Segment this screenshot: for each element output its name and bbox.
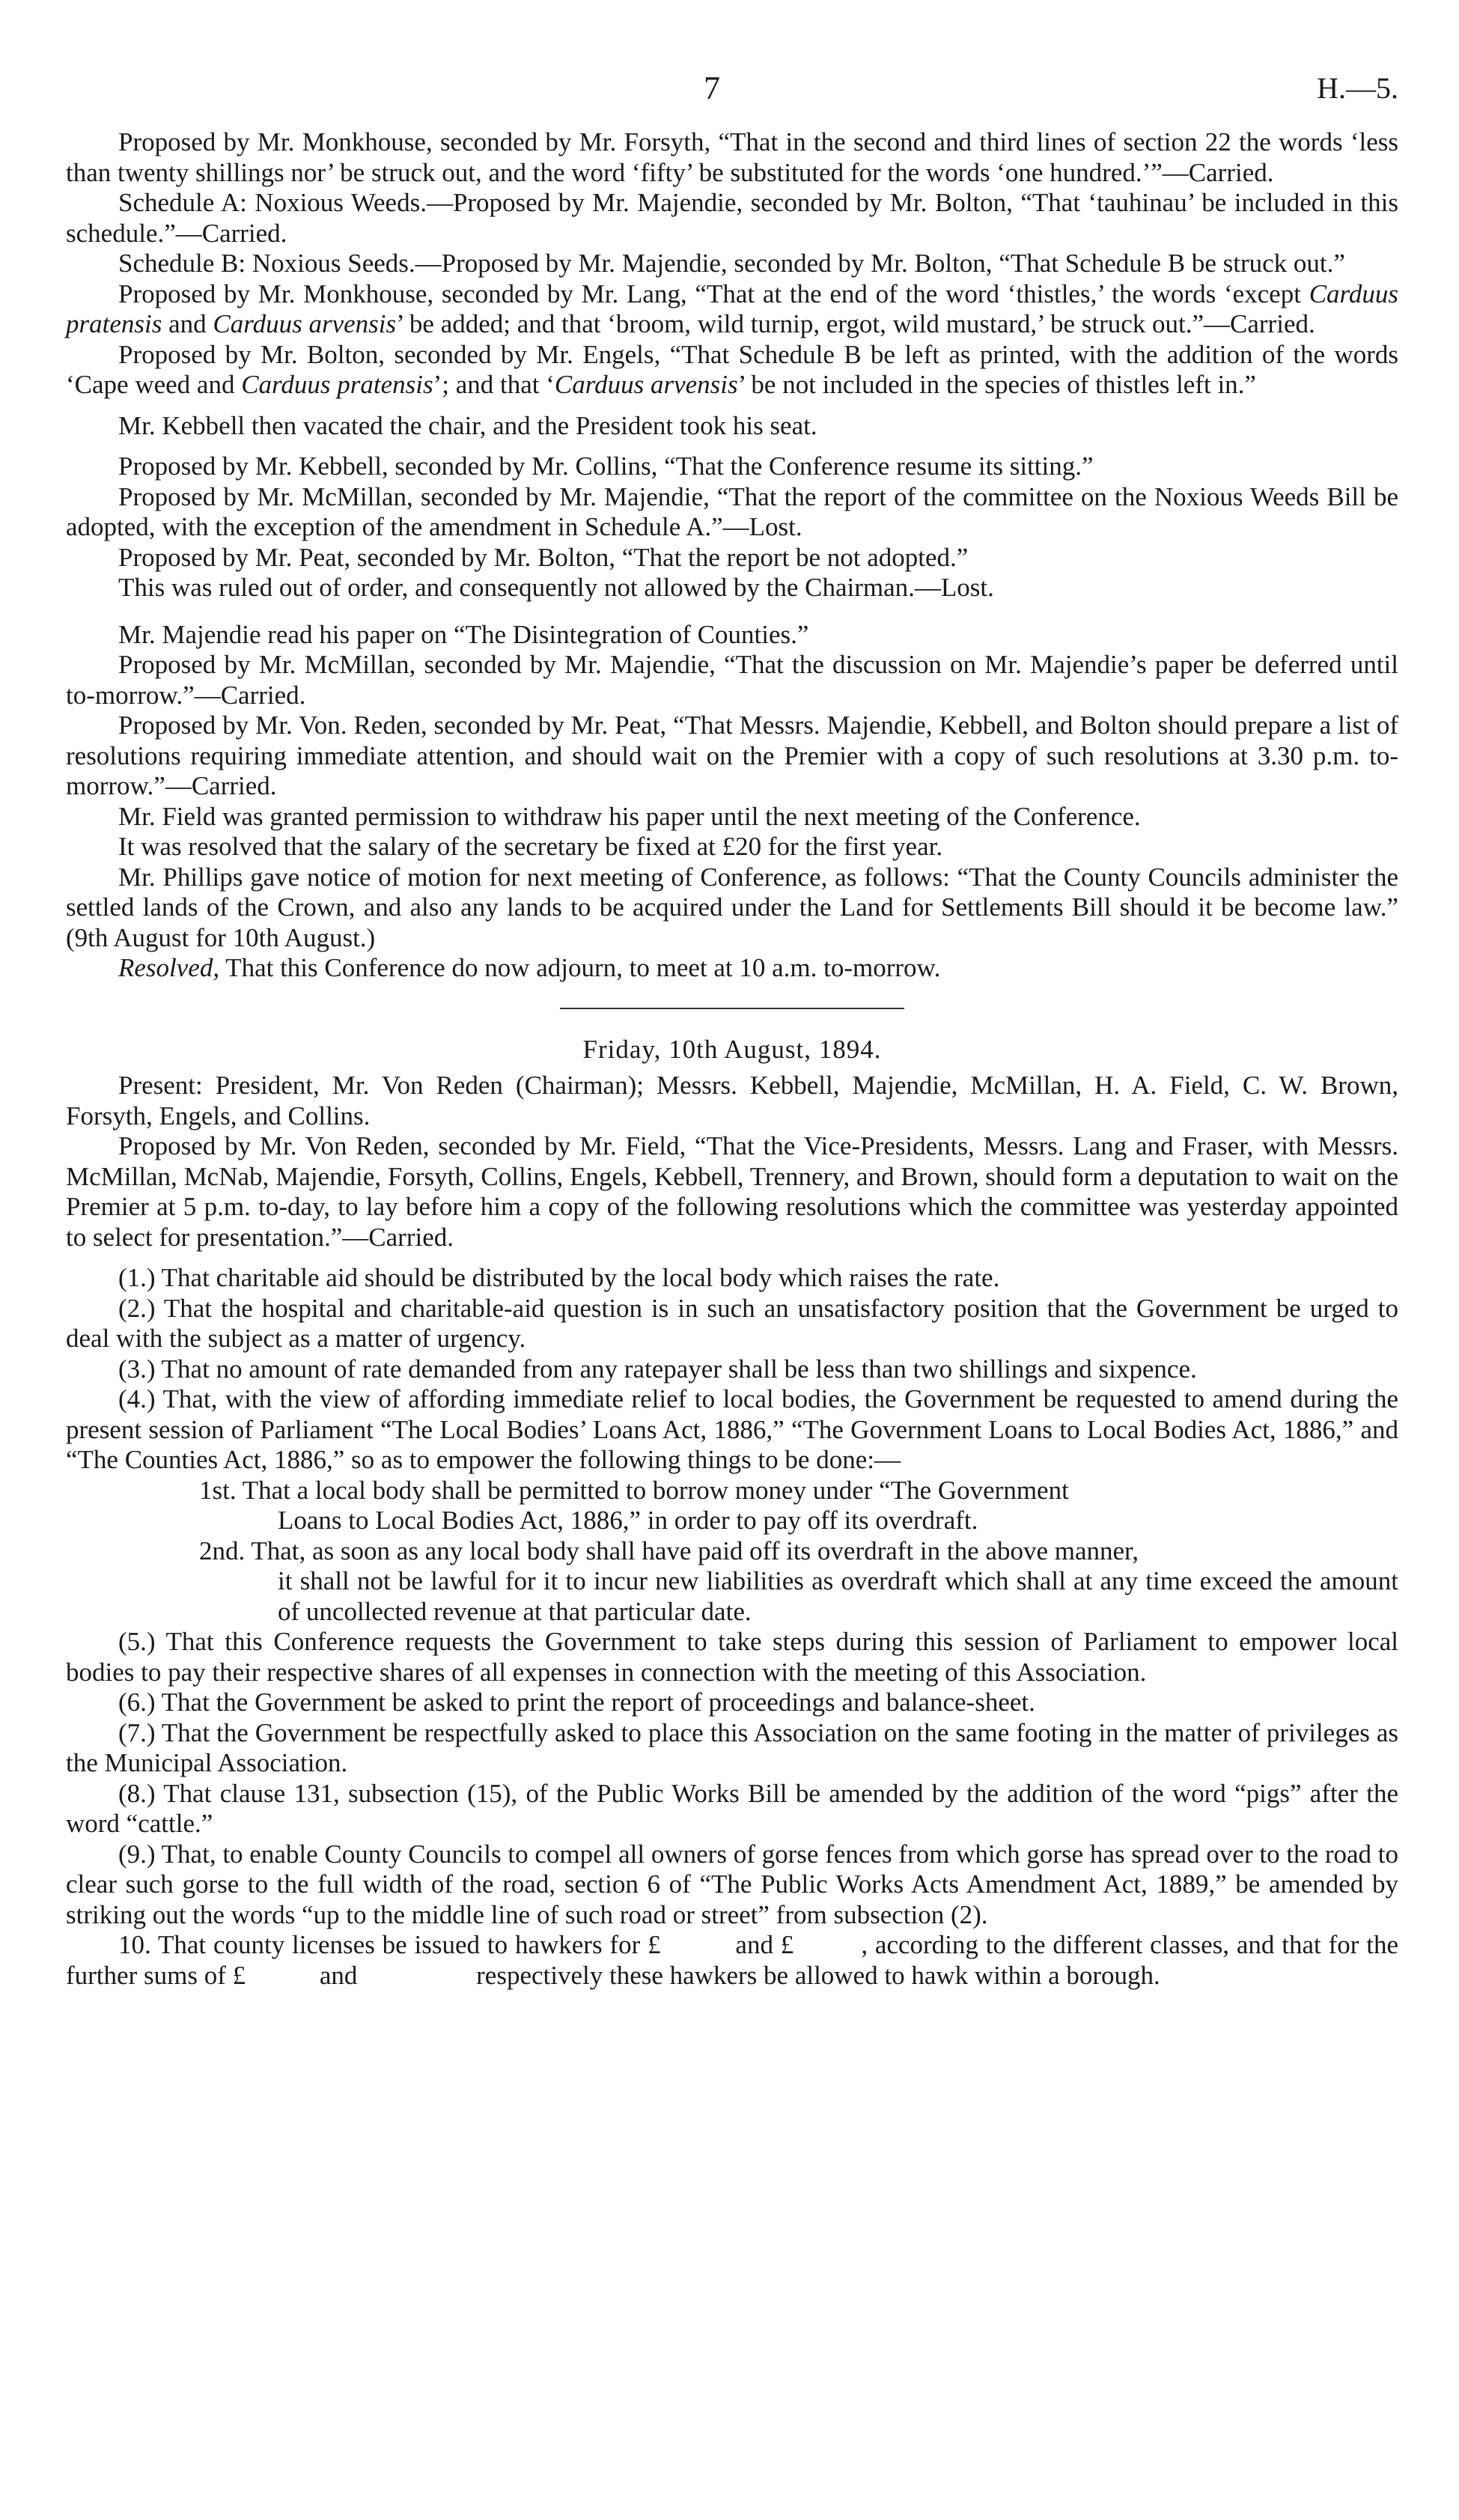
paragraph: Schedule A: Noxious Weeds.—Proposed by Mr. Majendie, seconded by Mr. Bolton, “That ‘tauhinau’ be included in this schedule.”—Carried. — [66, 188, 1398, 248]
sub-item: 2nd. That, as soon as any local body shall have paid off its overdraft in the above manner, it shall not be lawful for it to incur new liabilities as overdraft which shall at any time exceed the amount of uncollected revenue at that particular date. — [199, 1536, 1398, 1626]
paragraph: Mr. Field was granted permission to withdraw his paper until the next meeting of the Conference. — [118, 801, 1141, 831]
document-page — [66, 70, 1399, 1991]
resolution-item: (5.) That this Conference requests the Government to take steps during this session of Parliament to empower local bodies to pay their respective shares of all expenses in connection with the meeting of this Association. — [66, 1627, 1398, 1687]
paragraph: Present: President, Mr. Von Reden (Chairman); Messrs. Kebbell, Majendie, McMillan, H. A. Field, C. W. Brown, Forsyth, Engels, and Collins. — [66, 1071, 1398, 1130]
paragraph: Resolved, That this Conference do now adjourn, to meet at 10 a.m. to-morrow. — [118, 953, 941, 982]
paragraph: Schedule B: Noxious Seeds.—Proposed by Mr. Majendie, seconded by Mr. Bolton, “That Schedule B be struck out.” — [118, 249, 1345, 278]
paragraph: Proposed by Mr. Kebbell, seconded by Mr. Collins, “That the Conference resume its sitting.” — [118, 451, 1094, 481]
section-divider — [560, 1008, 904, 1009]
resolution-item: (9.) That, to enable County Councils to compel all owners of gorse fences from which gorse has spread over to the road to clear such gorse to the full width of the road, section 6 of “The Public Works Acts Amendment Act, 1889,” be amended by striking out the words “up to the middle line of such road or street” from subsection (2). — [66, 1839, 1399, 1929]
resolution-item: (1.) That charitable aid should be distributed by the local body which raises the rate. — [118, 1263, 1000, 1292]
paragraph: Proposed by Mr. Monkhouse, seconded by Mr. Lang, “That at the end of the word ‘thistles,’ the words ‘except Carduus pratensis and Carduus arvensis’ be added; and that ‘broom, wild turnip, ergot, wild mustard,’ be struck out.”—Carried. — [66, 279, 1398, 338]
paragraph: Proposed by Mr. Peat, seconded by Mr. Bolton, “That the report be not adopted.” — [118, 542, 969, 572]
paragraph: This was ruled out of order, and consequently not allowed by the Chairman.—Lost. — [118, 573, 994, 602]
paragraph: Proposed by Mr. McMillan, seconded by Mr. Majendie, “That the report of the committee on the Noxious Weeds Bill be adopted, with the exception of the amendment in Schedule A.”—Lost. — [66, 481, 1398, 541]
resolution-item: 10. That county licenses be issued to hawkers for £ and £ , according to the different classes, and that for the further sums of £ and respectively these hawkers be allowed to hawk within a borough. — [66, 1930, 1398, 1990]
page-number: 7 — [704, 70, 720, 106]
resolution-item: (3.) That no amount of rate demanded from any ratepayer shall be less than two shillings and sixpence. — [118, 1354, 1197, 1384]
resolution-item: (6.) That the Government be asked to print the report of proceedings and balance-sheet. — [118, 1687, 1035, 1717]
date-heading: Friday, 10th August, 1894. — [582, 1034, 882, 1064]
paragraph: Mr. Phillips gave notice of motion for next meeting of Conference, as follows: “That the County Councils administer the settled lands of the Crown, and also any lands to be acquired under the Land for Settlements Bill should it be become law.” (9th August for 10th August.) — [66, 862, 1398, 952]
resolution-item: (7.) That the Government be respectfully asked to place this Association on the same footing in the matter of privileges as the Municipal Association. — [66, 1717, 1398, 1777]
paragraph: It was resolved that the salary of the secretary be fixed at £20 for the first year. — [118, 832, 943, 861]
paragraph: Mr. Majendie read his paper on “The Disintegration of Counties.” — [118, 619, 809, 649]
resolved-label: Resolved, — [118, 953, 220, 982]
paragraph: Proposed by Mr. Von. Reden, seconded by Mr. Peat, “That Messrs. Majendie, Kebbell, and Bolton should prepare a list of resolutions requiring immediate attention, and should wait on the Premier with a copy of such resolutions at 3.30 p.m. to-morrow.”—Carried. — [66, 710, 1398, 800]
paragraph: Mr. Kebbell then vacated the chair, and the President took his seat. — [118, 410, 817, 440]
sub-item: 1st. That a local body shall be permitted to borrow money under “The Government Loans to Local Bodies Act, 1886,” in order to pay off its overdraft. — [199, 1475, 1069, 1535]
page-header — [66, 70, 1398, 127]
resolution-item: (8.) That clause 131, subsection (15), of the Public Works Bill be amended by the addition of the word “pigs” after the word “cattle.” — [66, 1778, 1398, 1838]
paragraph: Proposed by Mr. Monkhouse, seconded by Mr. Forsyth, “That in the second and third lines of section 22 the words ‘less than twenty shillings nor’ be struck out, and the word ‘fifty’ be substituted for the words ‘one hundred.’”—Carried. — [66, 127, 1398, 187]
paragraph: Proposed by Mr. Von Reden, seconded by Mr. Field, “That the Vice-Presidents, Messrs. Lang and Fraser, with Messrs. McMillan, McNab, Majendie, Forsyth, Collins, Engels, Kebbell, Trennery, and Brown, should form a deputation to wait on the Premier at 5 p.m. to-day, to lay before him a copy of the following resolutions which the committee was yesterday appointed to select for presentation.”—Carried. — [66, 1131, 1398, 1252]
resolution-item: (4.) That, with the view of affording immediate relief to local bodies, the Government be requested to amend during the present session of Parliament “The Local Bodies’ Loans Act, 1886,” “The Government Loans to Local Bodies Act, 1886,” and “The Counties Act, 1886,” so as to empower the following things to be done:— — [66, 1384, 1398, 1474]
resolution-item: (2.) That the hospital and charitable-aid question is in such an unsatisfactory position that the Government be urged to deal with the subject as a matter of urgency. — [66, 1293, 1398, 1353]
document-reference: H.—5. — [1317, 71, 1398, 105]
paragraph: Proposed by Mr. McMillan, seconded by Mr. Majendie, “That the discussion on Mr. Majendie’s paper be deferred until to-morrow.”—Carried. — [66, 650, 1398, 710]
paragraph: Proposed by Mr. Bolton, seconded by Mr. Engels, “That Schedule B be left as printed, with the addition of the words ‘Cape weed and Carduus pratensis’; and that ‘Carduus arvensis’ be not included in the species of thistles left in.” — [66, 339, 1398, 399]
